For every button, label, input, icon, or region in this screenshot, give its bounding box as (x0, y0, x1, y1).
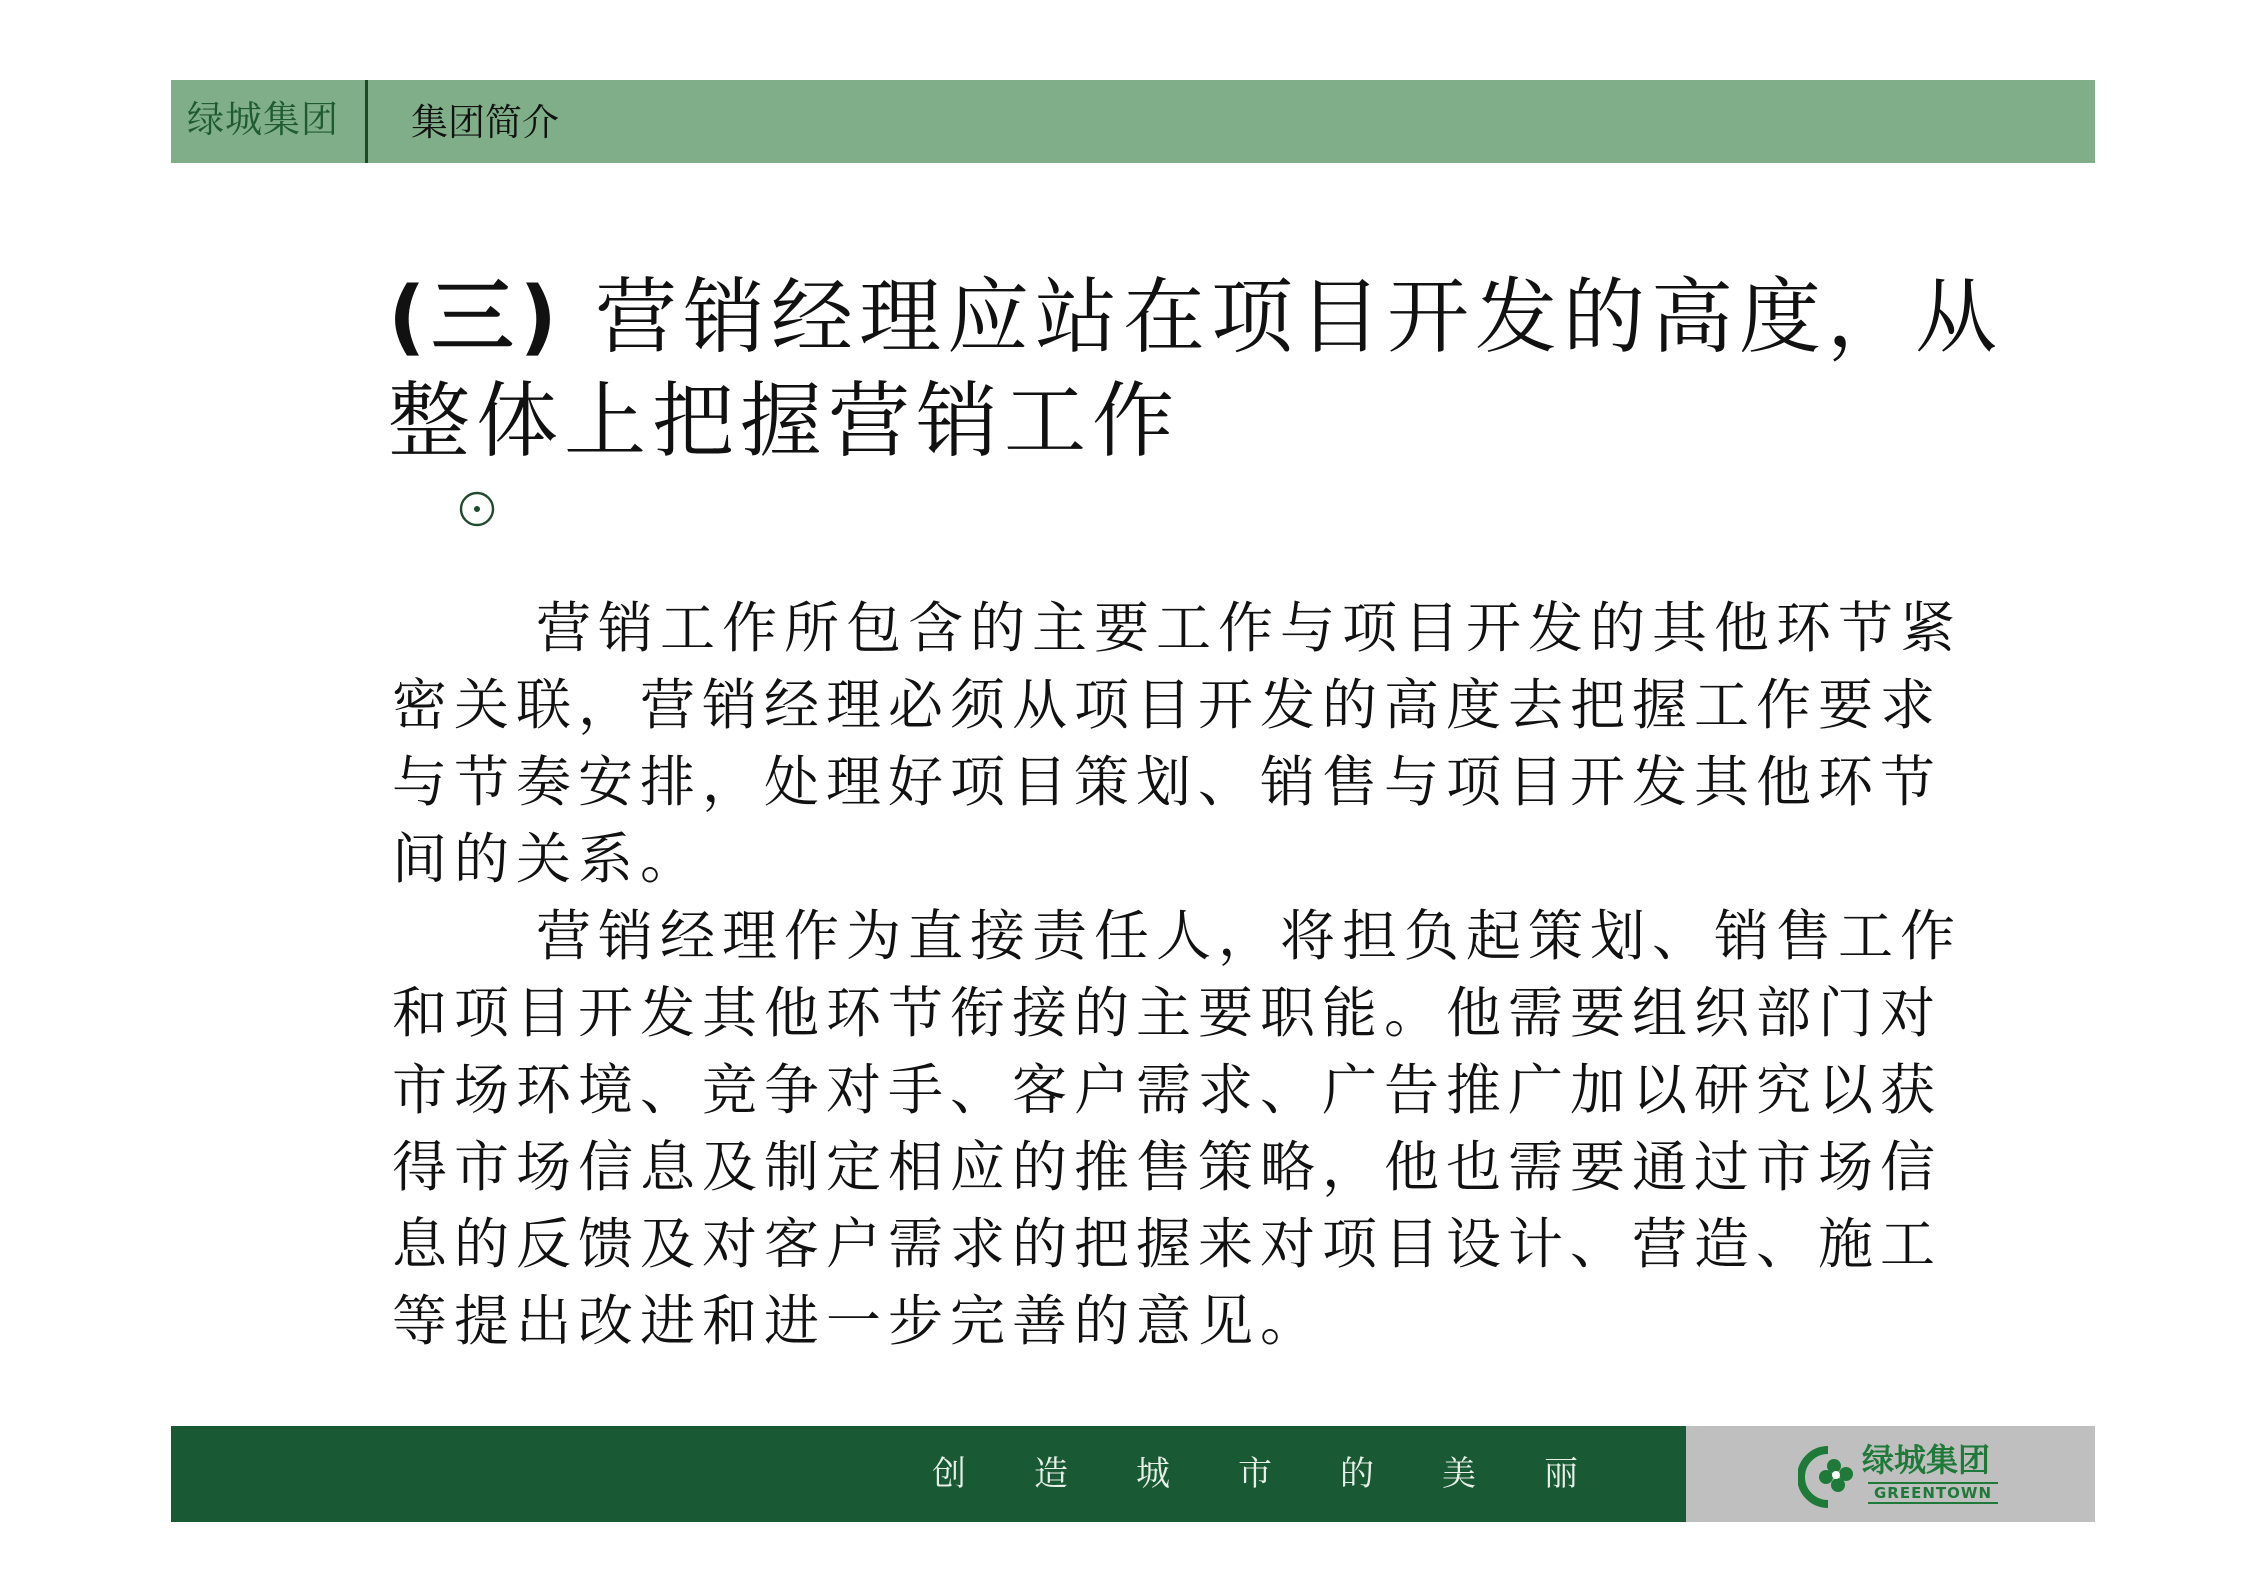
header-brand: 绿城集团 (187, 98, 339, 141)
greentown-logo (1798, 1440, 1998, 1510)
header-section-title: 集团简介 (411, 101, 559, 144)
header-divider (365, 80, 368, 163)
footer-slogan-bar (171, 1426, 1686, 1522)
title-prefix: (三) (388, 270, 563, 365)
body-text (392, 590, 1992, 1360)
circled-dot-icon (458, 490, 496, 528)
footer-slogan: 创造城市的美丽 (932, 1454, 1646, 1494)
logo-chinese-text: 绿城集团 (1862, 1441, 1991, 1479)
body-paragraph-2: 营销经理作为直接责任人，将担负起策划、销售工作和项目开发其他环节衔接的主要职能。他需要组织部门对市场环境、竞争对手、客户需求、广告推广加以研究以获得市场信息及制定相应的推售策略，他也需要通过市场信息的反馈及对客户需求的把握来对项目设计、营造、施工等提出改进和进一步完善的意见。 (392, 904, 1963, 1353)
body-paragraph-1: 营销工作所包含的主要工作与项目开发的其他环节紧密关联，营销经理必须从项目开发的高度去把握工作要求与节奏安排，处理好项目策划、销售与项目开发其他环节间的关系。 (392, 596, 1963, 891)
header-bar (171, 80, 2095, 163)
logo-english-text: GREENTOWN (1868, 1482, 1998, 1504)
title-text: 营销经理应站在项目开发的高度，从整体上把握营销工作 (388, 270, 2004, 469)
footer-logo-area (1686, 1426, 2095, 1522)
slide-title (388, 266, 2008, 474)
greentown-clover-logo-icon (1798, 1444, 1862, 1508)
